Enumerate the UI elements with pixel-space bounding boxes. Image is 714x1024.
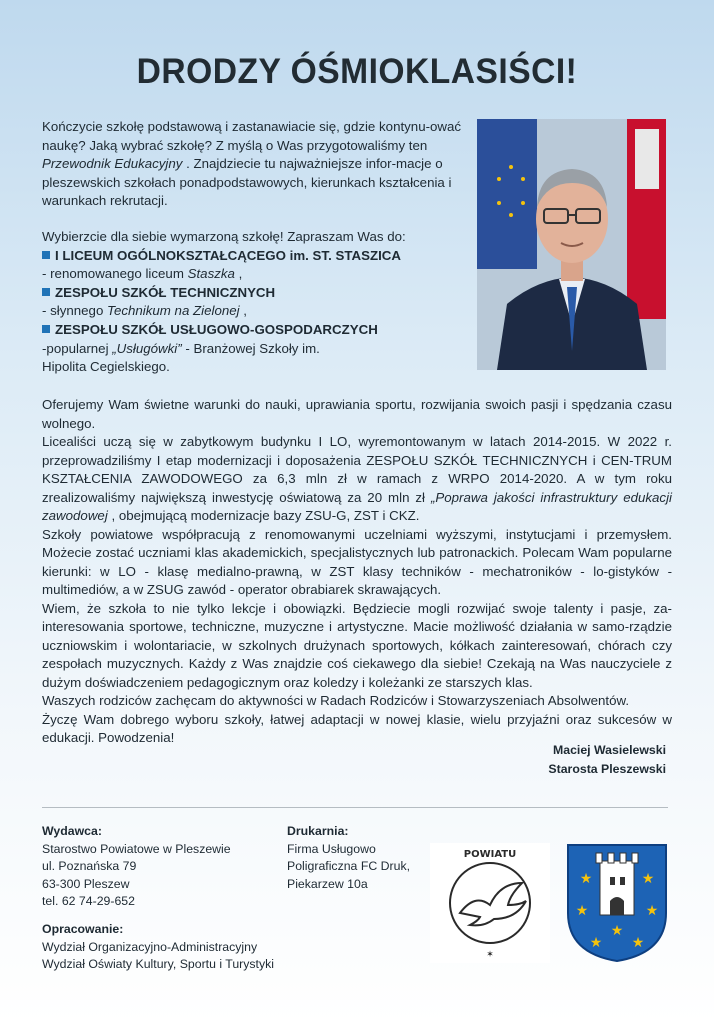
dove-seal-icon — [430, 843, 550, 963]
intro-text: Kończycie szkołę podstawową i zastanawiacie się, gdzie kontynu-ować naukę? Jaką wybrać szkołę? Z myślą o Was przygotowaliśmy ten — [42, 119, 462, 153]
svg-text:★: ★ — [631, 935, 645, 951]
school-1-desc: - renomowanego liceum Staszka , — [42, 266, 243, 282]
signature-name: Maciej Wasielewski — [552, 743, 666, 757]
prepared-line: Wydział Oświaty Kultury, Sportu i Turystyki — [42, 957, 274, 971]
prepared-line: Wydział Organizacyjno-Administracyjny — [42, 939, 258, 954]
publisher-line: 63-300 Pleszew — [42, 876, 130, 891]
svg-text:★: ★ — [610, 923, 624, 939]
publisher-line: ul. Poznańska 79 — [42, 859, 137, 873]
county-crest — [566, 843, 668, 963]
printer-line: Piekarzew 10a — [287, 876, 368, 891]
publisher-line: tel. 62 74-29-652 — [42, 894, 135, 908]
school-2-name: ZESPOŁU SZKÓŁ TECHNICZNYCH — [42, 284, 464, 303]
school-3-desc-cont: Hipolita Cegielskiego. — [42, 359, 170, 375]
page-title: DRODZY ÓŚMIOKLASIŚCI! — [136, 52, 578, 91]
body-paragraph: Oferujemy Wam świetne warunki do nauki, uprawiania sportu, rozwijania swoich pasji i spędzania czasu wolnego. — [42, 397, 672, 431]
body-paragraph: Życzę Wam dobrego wyboru szkoły, łatwej adaptacji w nowej klasie, wielu przyjaźni oraz sukcesów w edukacji. Powodzenia! — [42, 711, 672, 745]
publisher-seal-logo — [430, 843, 550, 963]
bullet-square-icon — [42, 251, 50, 259]
svg-text:★: ★ — [575, 903, 589, 919]
svg-text:✶: ✶ — [486, 950, 494, 960]
svg-text:★: ★ — [589, 935, 603, 951]
school-3-name: ZESPOŁU SZKÓŁ USŁUGOWO-GOSPODARCZYCH — [42, 321, 464, 340]
printer-line: Poligraficzna FC Druk, — [287, 859, 411, 873]
publisher-line: Starostwo Powiatowe w Pleszewie — [42, 841, 231, 856]
invite-text: Wybierzcie dla siebie wymarzoną szkołę! Zapraszam Was do: — [42, 228, 406, 244]
signature — [548, 741, 666, 778]
svg-text:★: ★ — [641, 871, 655, 887]
printer-line: Firma Usługowo — [287, 841, 376, 856]
intro-column — [42, 118, 464, 377]
portrait-illustration — [477, 119, 666, 370]
printer-heading: Drukarnia: — [287, 824, 349, 838]
body-paragraph: Wiem, że szkoła to nie tylko lekcje i obowiązki. Będziecie mogli rozwijać swoje talenty i pasje, za-interesowania sportowe, techniczne, muzyczne i artystyczne. Macie możliwość działania w samo-rządzie uczniowskim i wolontariacie, w szkolnych drużynach sportowych, kółkach zainteresowań, chórach czy zespołach muzycznych. Każdy z Was znajdzie coś ciekawego dla siebie! Czekają na Was nauczyciele z dużym doświadczeniem pedagogicznym oraz koledzy i koleżanki ze starszych klas. — [42, 600, 672, 690]
bullet-square-icon — [42, 288, 50, 296]
main-text — [42, 396, 672, 748]
school-list — [42, 228, 464, 377]
svg-text:POWIATU: POWIATU — [463, 849, 517, 860]
publisher-block — [42, 823, 231, 911]
prepared-heading: Opracowanie: — [42, 922, 124, 936]
guide-title: Przewodnik Edukacyjny — [42, 156, 183, 172]
portrait-photo — [477, 119, 666, 370]
school-3-desc: -popularnej „Usługówki” - Branżowej Szkoły im. — [42, 340, 320, 356]
bullet-square-icon — [42, 325, 50, 333]
prepared-block — [42, 921, 274, 974]
body-paragraph: Waszych rodziców zachęcam do aktywności w Radach Rodziców i Stowarzyszeniach Absolwentów. — [42, 693, 630, 708]
signature-role: Starosta Pleszewski — [548, 761, 666, 776]
intro-text-cont: . Znajdziecie tu najważniejsze infor-macje o pleszewskich szkołach ponadpodstawowych, kierunkach kształcenia i warunkach rekrutacji. — [42, 156, 452, 209]
body-paragraph: Szkoły powiatowe współpracują z renomowanymi uczelniami wyższymi, instytucjami i przemysłem. Możecie zostać uczniami klas akademickich, specjalistycznych lub patronackich. Polecam Wam popularne kierunki: w LO - klasę medialno-prawną, w ZST klasy techników - mechatroników - lo-gistyków - multimediów, a w ZSUG zawód - operator obrabiarek skrawających. — [42, 526, 672, 597]
school-1-name: I LICEUM OGÓLNOKSZTAŁCĄCEGO im. ST. STASZICA — [42, 247, 464, 266]
svg-text:★: ★ — [645, 903, 659, 919]
publisher-heading: Wydawca: — [42, 824, 102, 838]
school-2-desc: - słynnego Technikum na Zielonej , — [42, 303, 247, 319]
body-paragraph: Licealiści uczą się w zabytkowym budynku I LO, wyremontowanym w latach 2014-2015. W 2022 r. przeprowadziliśmy I etap modernizacji i doposażenia ZESPOŁU SZKÓŁ TECHNICZNYCH i CEN-TRUM KSZTAŁCENIA ZAWODOWEGO za 6,3 mln zł w ramach z WRPO 2014-2020. A w tym roku zrealizowaliśmy największą inwestycję oświatową za 20 mln zł „Poprawa jakości infrastruktury edukacji zawodowej , obejmującą modernizacje bazy ZSU-G, ZST i CKZ. — [42, 434, 672, 523]
crest-tower-icon — [566, 843, 668, 963]
intro-paragraph — [42, 118, 464, 211]
printer-block — [287, 823, 410, 893]
divider — [42, 807, 668, 808]
svg-text:★: ★ — [579, 871, 593, 887]
